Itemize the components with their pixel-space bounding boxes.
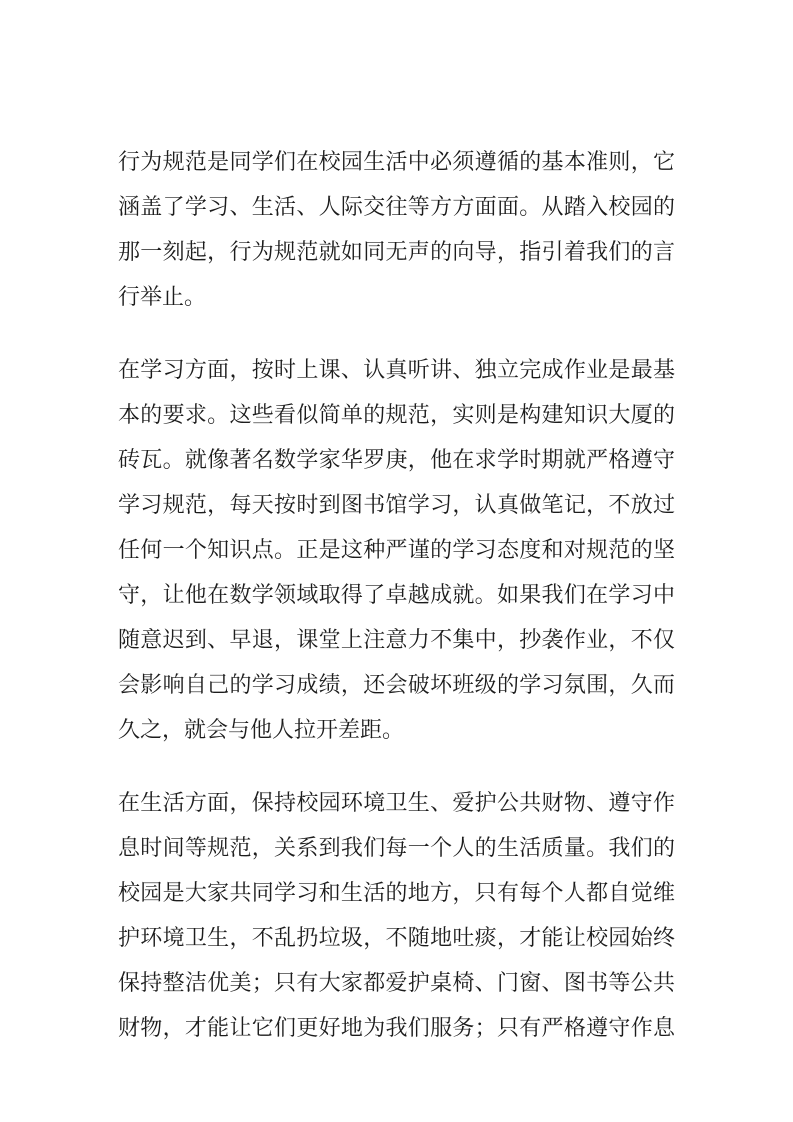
paragraph-intro (118, 139, 675, 319)
text-line: 那一刻起，行为规范就如同无声的向导，指引着我们的言 (118, 239, 675, 264)
paragraph-life (118, 780, 675, 1050)
text-line: 任何一个知识点。正是这种严谨的学习态度和对规范的坚 (118, 537, 675, 562)
text-line: 护环境卫生，不乱扔垃圾，不随地吐痰，才能让校园始终 (118, 925, 675, 950)
text-line: 涵盖了学习、生活、人际交往等方方面面。从踏入校园的 (118, 194, 675, 219)
text-line: 守，让他在数学领域取得了卓越成就。如果我们在学习中 (118, 582, 675, 607)
text-line: 随意迟到、早退，课堂上注意力不集中，抄袭作业，不仅 (118, 627, 675, 652)
text-line: 砖瓦。就像著名数学家华罗庚，他在求学时期就严格遵守 (118, 447, 675, 472)
text-line: 行为规范是同学们在校园生活中必须遵循的基本准则，它 (118, 149, 675, 174)
paragraph-study (118, 347, 675, 752)
text-line: 财物，才能让它们更好地为我们服务；只有严格遵守作息 (118, 1015, 675, 1040)
text-line: 校园是大家共同学习和生活的地方，只有每个人都自觉维 (118, 880, 675, 905)
text-line: 保持整洁优美；只有大家都爱护桌椅、门窗、图书等公共 (118, 970, 675, 995)
text-line: 久之，就会与他人拉开差距。 (118, 717, 405, 742)
text-line: 会影响自己的学习成绩，还会破坏班级的学习氛围，久而 (118, 672, 675, 697)
text-line: 本的要求。这些看似简单的规范，实则是构建知识大厦的 (118, 402, 675, 427)
text-line: 息时间等规范，关系到我们每一个人的生活质量。我们的 (118, 835, 675, 860)
text-line: 在生活方面，保持校园环境卫生、爱护公共财物、遵守作 (118, 790, 675, 815)
text-line: 行举止。 (118, 284, 207, 309)
text-line: 学习规范，每天按时到图书馆学习，认真做笔记，不放过 (118, 492, 675, 517)
text-line: 在学习方面，按时上课、认真听讲、独立完成作业是最基 (118, 357, 675, 382)
